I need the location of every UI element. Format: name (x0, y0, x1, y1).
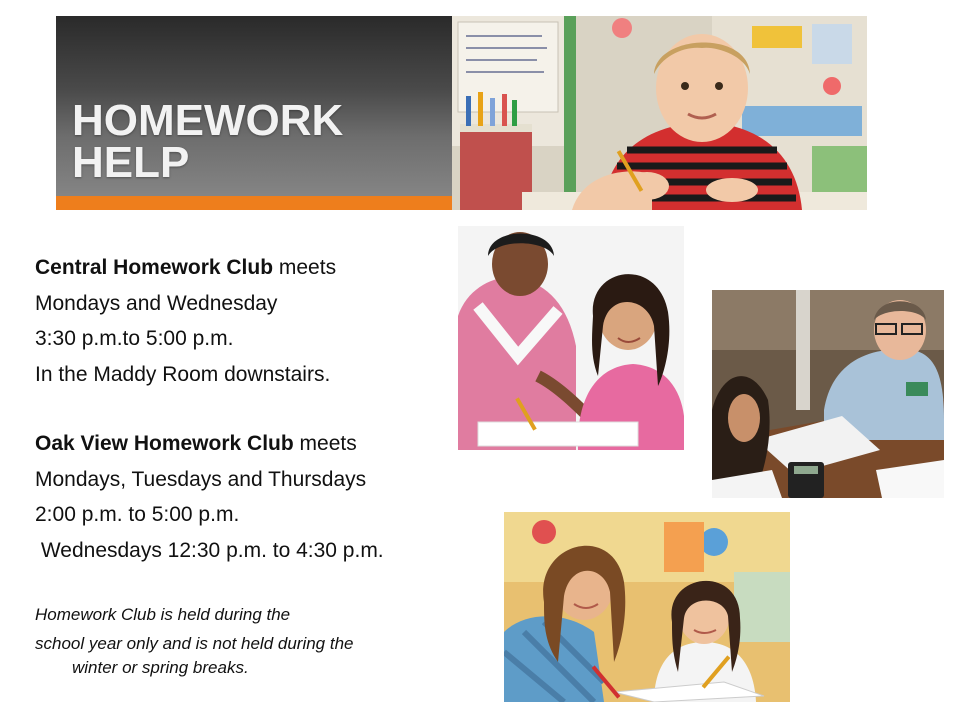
school-year-note (35, 600, 495, 678)
man-tutoring-student-photo (712, 290, 944, 498)
note-line3: winter or spring breaks. (72, 658, 249, 677)
banner-gradient-panel (56, 16, 452, 210)
central-club-heading (35, 250, 475, 286)
homework-club-schedule (35, 250, 475, 568)
banner-title (72, 96, 344, 187)
banner-orange-strip (56, 196, 452, 210)
oakview-club-time: 2:00 p.m. to 5:00 p.m. (35, 503, 240, 526)
oakview-club-days: Mondays, Tuesdays and Thursdays (35, 467, 367, 491)
banner-title-line2: HELP (72, 138, 190, 187)
teacher-helping-girl-photo (458, 226, 684, 450)
note-line2: school year only and is not held during the (35, 634, 354, 653)
boy-writing-photo (452, 16, 867, 210)
banner-title-line1: HOMEWORK (72, 96, 344, 145)
two-girls-studying-photo (504, 512, 790, 702)
central-club-time: 3:30 p.m.to 5:00 p.m. (35, 327, 234, 350)
central-club-location: In the Maddy Room downstairs. (35, 362, 331, 386)
central-club-days: Mondays and Wednesday (35, 291, 278, 315)
section-spacer (35, 392, 475, 426)
central-club-name: Central Homework Club (35, 256, 274, 279)
oakview-club-wednesday: Wednesdays 12:30 p.m. to 4:30 p.m. (35, 538, 384, 562)
oakview-club-heading (35, 426, 475, 462)
oakview-club-name: Oak View Homework Club (35, 432, 294, 455)
homework-help-banner (56, 16, 867, 210)
oakview-club-meets: meets (293, 432, 357, 455)
note-line1: Homework Club is held during the (35, 605, 291, 624)
central-club-meets: meets (273, 256, 337, 279)
